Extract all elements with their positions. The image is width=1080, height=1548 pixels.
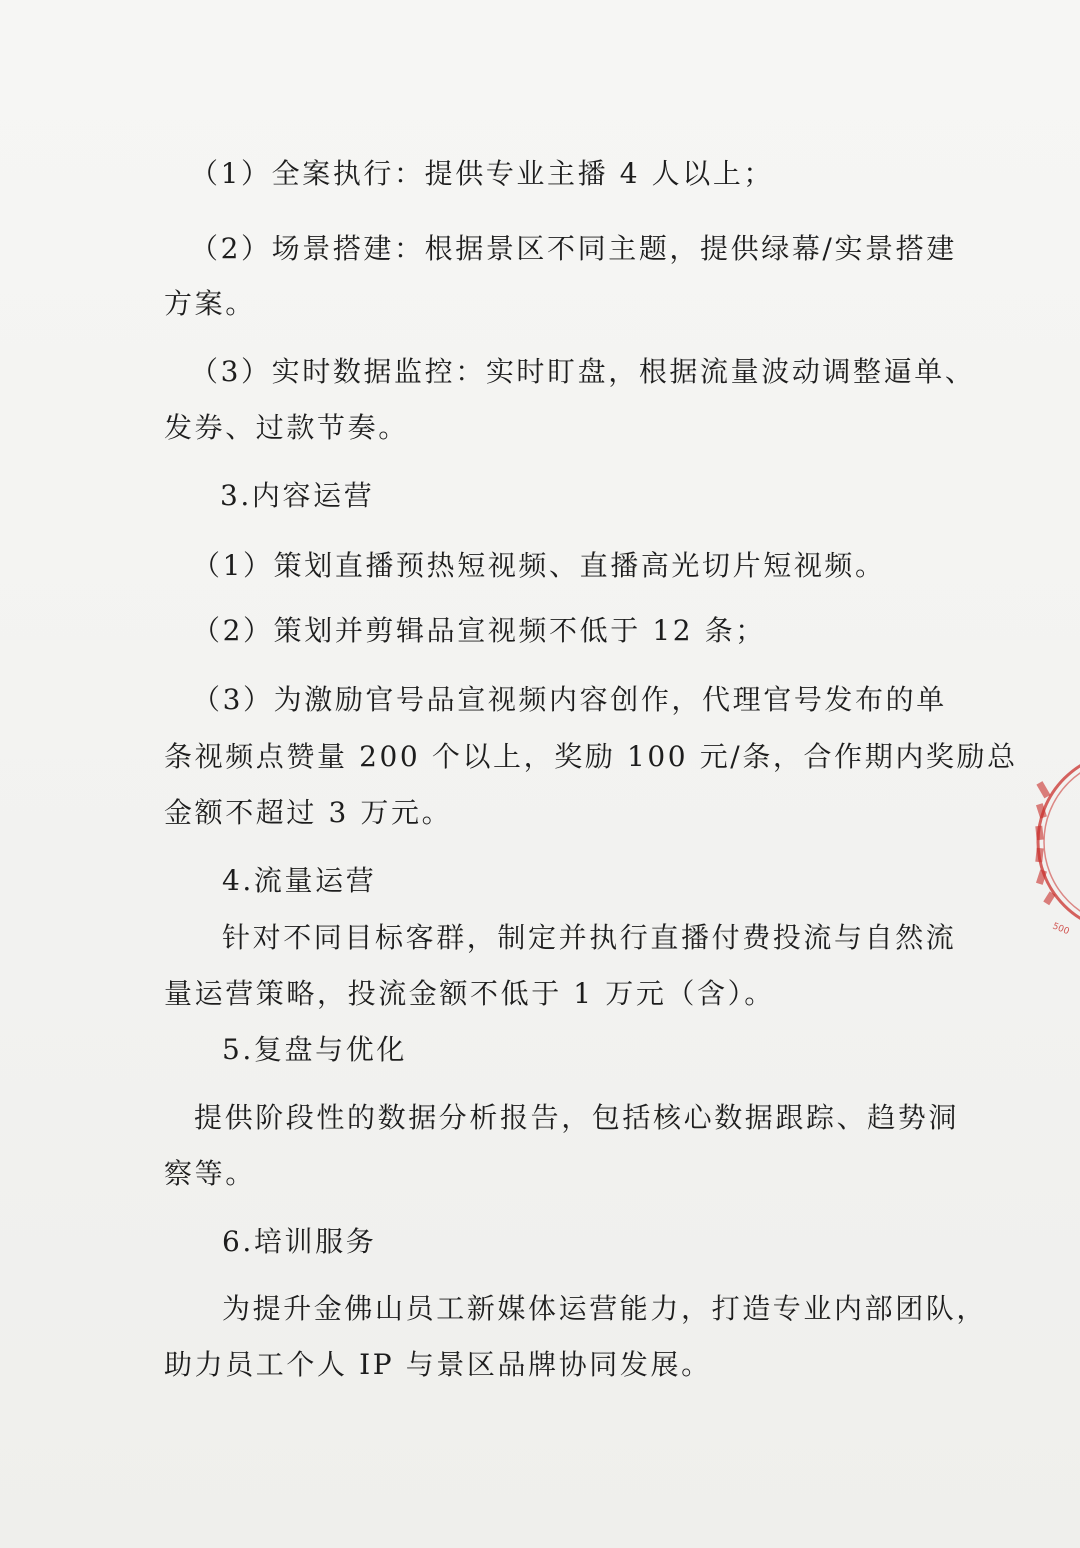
section-heading-traffic-ops: 4.流量运营	[222, 864, 377, 897]
item-full-execution: （1）全案执行：提供专业主播 4 人以上；	[190, 157, 775, 190]
para-traffic-ops-cont: 量运营策略，投流金额不低于 1 万元（含）。	[164, 977, 775, 1010]
item-short-video-planning: （1）策划直播预热短视频、直播高光切片短视频。	[192, 549, 886, 582]
item-data-monitoring-cont: 发券、过款节奏。	[164, 411, 409, 444]
item-scene-setup: （2）场景搭建：根据景区不同主题，提供绿幕/实景搭建	[190, 232, 957, 265]
section-heading-training: 6.培训服务	[222, 1225, 377, 1258]
item-scene-setup-cont: 方案。	[164, 287, 256, 320]
item-incentive: （3）为激励官号品宣视频内容创作，代理官号发布的单	[192, 683, 947, 716]
seal-partial-text: 500	[1050, 921, 1071, 938]
para-training-cont: 助力员工个人 IP 与景区品牌协同发展。	[164, 1348, 712, 1381]
section-heading-content-ops: 3.内容运营	[220, 479, 375, 512]
para-review: 提供阶段性的数据分析报告，包括核心数据跟踪、趋势洞	[194, 1101, 960, 1134]
item-incentive-cont-2: 金额不超过 3 万元。	[164, 796, 453, 829]
para-traffic-ops: 针对不同目标客群，制定并执行直播付费投流与自然流	[222, 921, 957, 954]
item-brand-video-editing: （2）策划并剪辑品宣视频不低于 12 条；	[192, 614, 766, 647]
item-data-monitoring: （3）实时数据监控：实时盯盘，根据流量波动调整逼单、	[190, 355, 976, 388]
official-seal-stamp	[1030, 742, 1080, 942]
para-training: 为提升金佛山员工新媒体运营能力，打造专业内部团队，	[222, 1292, 988, 1325]
item-incentive-cont-1: 条视频点赞量 200 个以上，奖励 100 元/条，合作期内奖励总	[164, 740, 1018, 773]
section-heading-review: 5.复盘与优化	[222, 1033, 407, 1066]
para-review-cont: 察等。	[164, 1157, 256, 1190]
